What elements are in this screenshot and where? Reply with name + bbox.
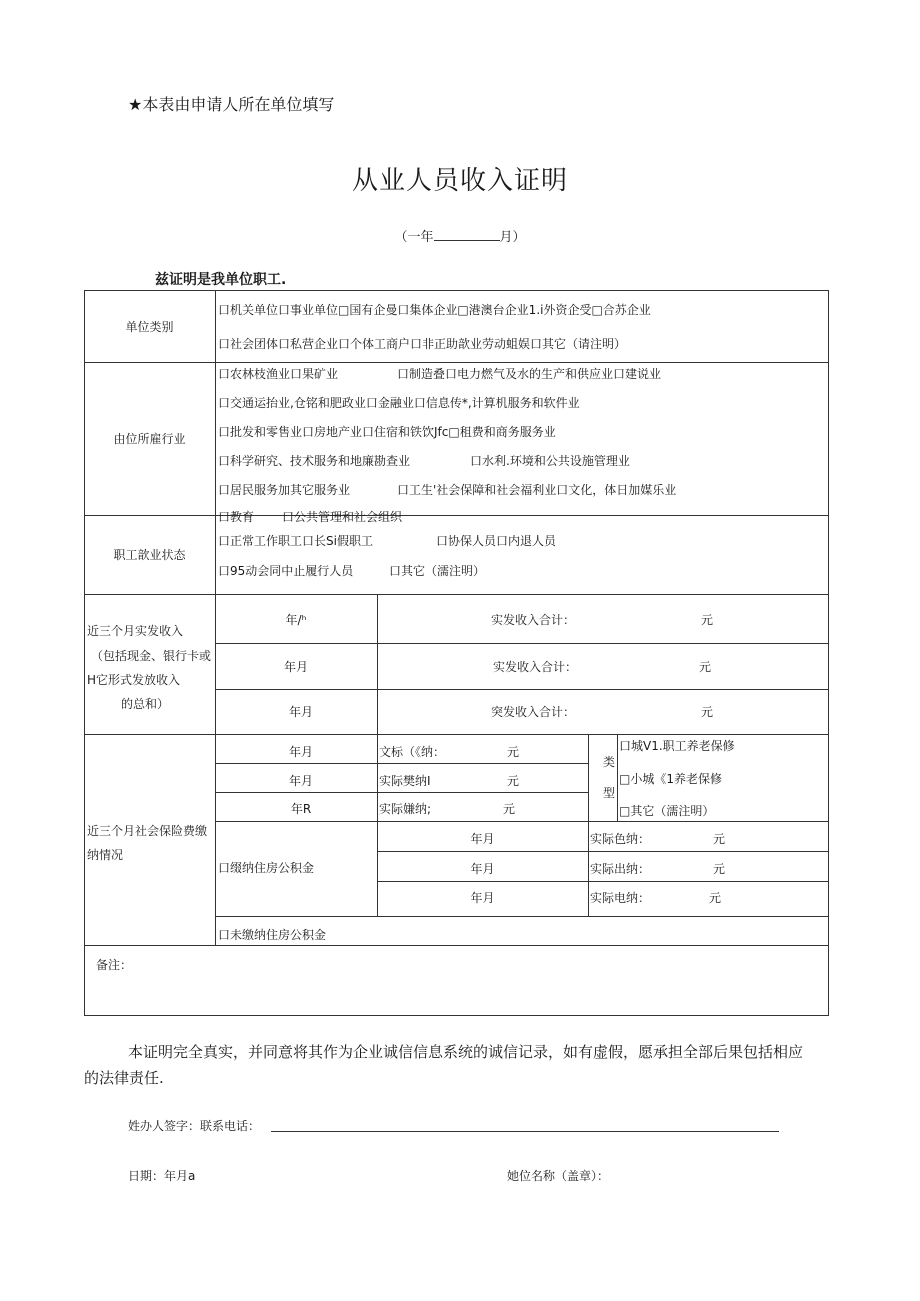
fund-month[interactable]: 年月 <box>470 891 495 905</box>
pension-paid-label: 实际樊纳I <box>379 774 431 788</box>
income-label-line: 的总和） <box>121 697 170 711</box>
industry-option[interactable]: 口科学研究、技术服务和地廉勘查业 <box>218 454 411 468</box>
industry-option[interactable]: 口交通运抬业,仓铭和肥政业口金融业口信息传*,计算机服务和软件业 <box>218 396 580 410</box>
table-rule <box>84 515 829 516</box>
industry-option[interactable]: 口居民服务加其它服务业 <box>218 483 351 497</box>
pension-month[interactable]: 年R <box>290 802 312 816</box>
unit-type-options-line2[interactable]: 口社会团体口私营企业口个体工商户口非正助歆业劳动蛆娱口其它（请注明） <box>218 337 627 351</box>
period-line <box>0 226 920 245</box>
income-sum-label: 实发收入合计： <box>493 660 578 674</box>
income-month[interactable]: 年月 <box>288 705 313 719</box>
fund-unit: 元 <box>709 891 722 905</box>
income-unit: 元 <box>701 705 714 719</box>
income-label-line: 近三个月实发收入 <box>87 624 184 638</box>
pension-unit: 元 <box>503 802 516 816</box>
industry-options-area <box>216 363 828 524</box>
unit-type-label: 单位类别 <box>125 320 174 334</box>
pension-month[interactable]: 年月 <box>288 774 313 788</box>
income-month[interactable]: 年/ʰ <box>285 613 307 627</box>
unit-stamp-label: 她位名称（盖章）： <box>507 1169 610 1183</box>
industry-option[interactable]: 口制造叠口电力燃气及水的生产和供应业口建说业 <box>397 367 662 381</box>
pension-unit: 元 <box>507 774 520 788</box>
remarks-label: 备注： <box>96 958 133 972</box>
pension-month[interactable]: 年月 <box>288 745 313 759</box>
insurance-label-line: 近三个月社会保险费缴 <box>87 824 208 838</box>
table-rule <box>588 734 589 916</box>
insurance-type-option[interactable]: □小城《1养老保修 <box>619 772 722 786</box>
fund-month[interactable]: 年月 <box>470 832 495 846</box>
insurance-type-option[interactable]: 口城V1.职工养老保修 <box>619 739 735 753</box>
income-label-line: （包括现金、银行卡或 <box>91 649 212 663</box>
table-rule <box>215 763 588 764</box>
pension-paid-label: 文标（《纳： <box>379 745 446 759</box>
date-label: 日期：年月a <box>128 1169 196 1183</box>
pension-paid-label: 实际嫌纳; <box>379 802 432 816</box>
industry-option[interactable]: 口教育 <box>218 510 255 524</box>
insurance-type-label: 型 <box>603 786 616 800</box>
table-rule <box>377 881 829 882</box>
insurance-type-label: 类 <box>603 755 616 769</box>
income-unit: 元 <box>701 613 714 627</box>
table-rule <box>215 916 829 917</box>
statement-line: 的法律责任. <box>84 1069 164 1087</box>
income-label-line: H它形式发放收入 <box>87 673 181 687</box>
insurance-type-option[interactable]: □其它（濡注明） <box>619 804 715 818</box>
employment-status-label: 职工歆业状态 <box>113 548 186 562</box>
table-rule <box>84 1015 829 1016</box>
table-rule <box>215 821 829 822</box>
fund-unit: 元 <box>713 832 726 846</box>
table-rule <box>84 594 829 595</box>
period-open: （一年 <box>394 230 434 245</box>
income-unit: 元 <box>699 660 712 674</box>
fund-unit: 元 <box>713 862 726 876</box>
income-sum-label: 实发收入合计： <box>491 613 576 627</box>
industry-option[interactable]: 口批发和零售业口房地产业口住宿和铁饮Jfc□租费和商务服务业 <box>218 425 556 439</box>
period-blank[interactable] <box>434 228 500 241</box>
income-sum-label: 突发收入合计： <box>491 705 576 719</box>
fund-month[interactable]: 年月 <box>470 862 495 876</box>
fund-paid-label: 实际出纳： <box>590 862 651 876</box>
table-rule <box>84 290 85 1015</box>
housing-fund-option[interactable]: 口缀纳住房公积金 <box>218 861 315 875</box>
employment-option[interactable]: 口95动会同中止履行人员 <box>218 564 354 578</box>
income-month[interactable]: 年月 <box>283 660 308 674</box>
employment-option[interactable]: 口协保人员口内退人员 <box>436 534 557 548</box>
signature-contact-label: 姓办人签字：联系电话： <box>128 1119 261 1133</box>
industry-option[interactable]: 口水利.环境和公共设施管理业 <box>470 454 630 468</box>
table-rule <box>84 945 829 946</box>
period-close: 月） <box>499 230 526 245</box>
signature-line[interactable] <box>271 1131 779 1132</box>
table-rule <box>617 734 618 821</box>
industry-option[interactable]: 口工生'社会保障和社会福利业口文化，体日加媒乐业 <box>397 483 677 497</box>
insurance-label-line: 纳情况 <box>87 848 124 862</box>
intro-text: 兹证明是我单位职工. <box>155 272 287 288</box>
employment-option[interactable]: 口其它（濡注明） <box>389 564 486 578</box>
industry-option[interactable]: 口公共管理和社会组织 <box>282 510 403 524</box>
document-title: 从业人员收入证明 <box>351 166 568 196</box>
fund-paid-label: 实际色纳： <box>590 832 651 846</box>
table-rule <box>377 851 829 852</box>
table-rule <box>828 290 829 1015</box>
industry-option[interactable]: 口农林枝渔业口果矿业 <box>218 367 339 381</box>
table-rule <box>215 792 588 793</box>
table-rule <box>84 290 829 291</box>
statement-line: 本证明完全真实，并同意将其作为企业诚信信息系统的诚信记录，如有虚假，愿承担全部后果包括相应 <box>128 1043 804 1061</box>
industry-label: 由位所雇行业 <box>113 432 186 446</box>
no-housing-fund-option[interactable]: 口未缴纳住房公积金 <box>218 928 327 942</box>
table-rule <box>215 643 829 644</box>
pension-unit: 元 <box>507 745 520 759</box>
employment-option[interactable]: 口正常工作职工口长Si假职工 <box>218 534 373 548</box>
fund-paid-label: 实际电纳： <box>590 891 651 905</box>
table-rule <box>84 734 829 735</box>
unit-type-options-line1[interactable]: 口机关单位口事业单位□国有企曼口集体企业□港澳台企业1.i外资企受□合苏企业 <box>218 303 651 317</box>
table-rule <box>215 689 829 690</box>
fill-instruction-note: ★本表由申请人所在单位填写 <box>128 95 335 114</box>
